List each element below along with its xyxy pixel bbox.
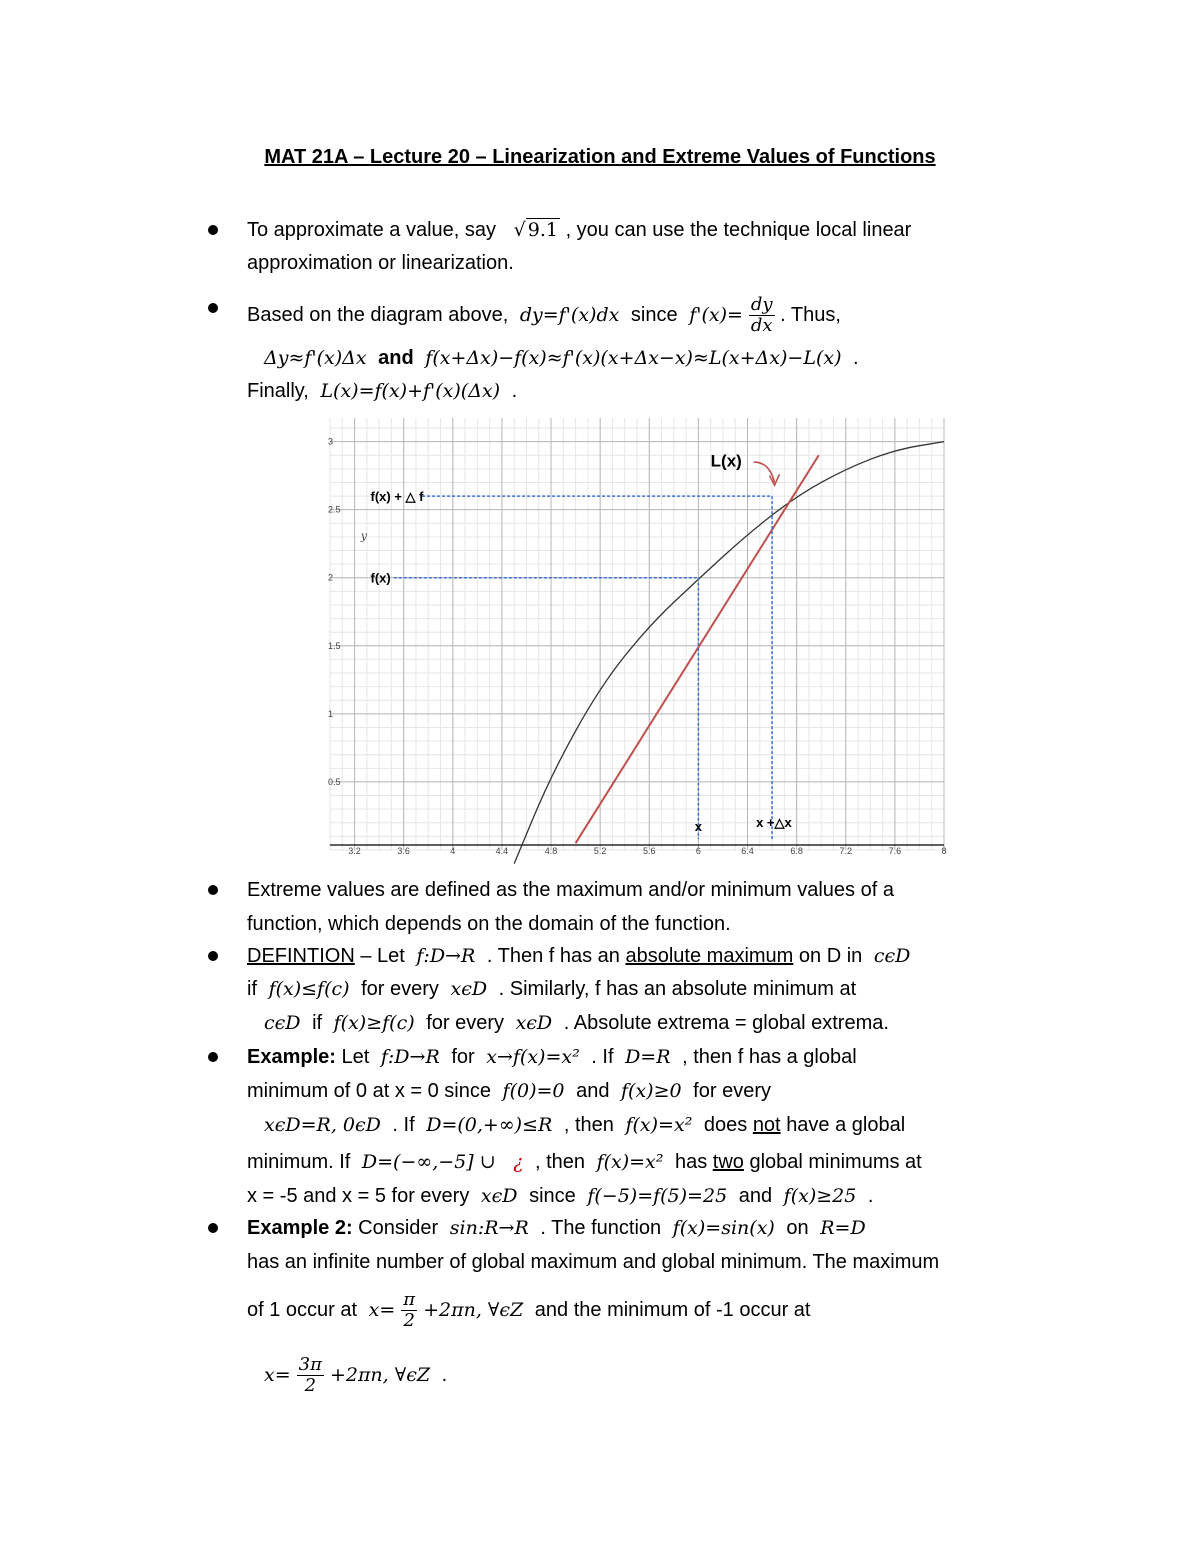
fraction (401, 1290, 417, 1331)
example-label: Example: (247, 1046, 336, 1068)
equation: x= (368, 1299, 396, 1321)
text: x = -5 and x = 5 for every (247, 1185, 470, 1207)
text: . Then f has an (486, 945, 620, 967)
sqrt-expression: √ 9.1 (501, 219, 558, 241)
b5-line1 (247, 1044, 857, 1070)
b3-line1: Extreme values are defined as the maximum and/or minimum values of a (247, 879, 894, 901)
x-tick-label: 7.2 (839, 846, 853, 856)
equation: f'(x)= (689, 303, 743, 326)
text: has (674, 1151, 708, 1173)
equation: D=(−∞,−5] ∪ (361, 1151, 496, 1173)
text: since (529, 1185, 576, 1207)
definition-label: DEFINTION (247, 945, 355, 967)
equation: f(x)≥f(c) (333, 1012, 415, 1034)
equation: cϵD (873, 945, 911, 967)
denominator: 2 (304, 1375, 317, 1397)
text: . (853, 347, 859, 369)
text: , then (534, 1151, 585, 1173)
equation: f(x)=x² (625, 1114, 693, 1136)
b5-line3 (258, 1112, 905, 1138)
text: if (247, 978, 257, 1000)
underlined-term: not (752, 1114, 781, 1136)
x-tick-label: 5.2 (593, 846, 607, 856)
text: . (511, 380, 518, 402)
text: – Let (360, 945, 405, 967)
b1-line2: approximation or linearization. (247, 252, 514, 274)
equation: f(0)=0 (502, 1080, 565, 1102)
text: , then f has a global (682, 1046, 857, 1068)
text: . Absolute extrema = global extrema. (563, 1012, 889, 1034)
equation: f:D→R (416, 945, 476, 967)
example-label: Example 2: (247, 1217, 353, 1239)
text: Consider (358, 1217, 439, 1239)
equation: xϵD (480, 1185, 518, 1207)
numerator: 3π (298, 1354, 322, 1376)
b6-line4 (258, 1355, 447, 1396)
equation: f:D→R (380, 1046, 440, 1068)
text: . Thus, (780, 303, 841, 326)
bullet-5 (208, 1052, 218, 1062)
y-tick-label: 2.5 (328, 504, 341, 515)
xdx-label: x +△x (756, 815, 792, 831)
x-tick-label: 6.8 (790, 846, 803, 856)
bullet-6 (208, 1223, 218, 1233)
text: . The function (540, 1217, 662, 1239)
bullet-2 (208, 303, 218, 313)
equation: dy=f'(x)dx (519, 303, 620, 326)
fraction (297, 1355, 324, 1396)
text: . (441, 1364, 448, 1386)
text: and (738, 1185, 773, 1207)
numerator: dy (750, 294, 773, 315)
linearization-graph (318, 408, 950, 870)
function-curve (514, 442, 947, 864)
text: on (786, 1217, 809, 1239)
y-tick-label: 1 (328, 708, 334, 719)
text: . If (591, 1046, 614, 1068)
text: for (451, 1046, 475, 1068)
bullet-1 (208, 225, 218, 235)
b2-line3 (247, 378, 517, 404)
equation: f(−5)=f(5)=25 (587, 1185, 728, 1207)
text: if (312, 1012, 323, 1034)
x-label: x (694, 819, 703, 835)
x-tick-label: 8 (941, 846, 947, 856)
text: To approximate a value, say (247, 219, 497, 241)
equation: x= (264, 1364, 291, 1386)
radicand: 9.1 (527, 219, 558, 241)
text: does (703, 1114, 748, 1136)
equation: f(x)≥25 (783, 1185, 857, 1207)
text: . Similarly, f has an absolute minimum at (498, 978, 857, 1000)
text: for every (693, 1080, 771, 1102)
x-tick-label: 3.2 (348, 846, 361, 856)
equation: D=R (625, 1046, 671, 1068)
equation: L(x)=f(x)+f'(x)(Δx) (320, 380, 501, 402)
b4-line2 (247, 976, 856, 1002)
text: of 1 occur at (247, 1299, 358, 1321)
x-tick-label: 6.4 (741, 846, 754, 856)
x-tick-label: 6 (695, 846, 701, 856)
text: global minimums at (749, 1151, 922, 1173)
text: , you can use the technique local linear (565, 219, 912, 241)
error-glyph: ¿ (513, 1151, 524, 1173)
underlined-term: two (712, 1151, 744, 1173)
equation: R=D (820, 1217, 866, 1239)
text: and (576, 1080, 610, 1102)
b2-line1 (247, 295, 841, 336)
b5-line2 (247, 1078, 771, 1104)
text: , then (563, 1114, 614, 1136)
text: have a global (786, 1114, 906, 1136)
bullet-4 (208, 951, 218, 961)
text: and (378, 347, 414, 369)
text: and the minimum of -1 occur at (534, 1299, 811, 1321)
text: Finally, (247, 380, 309, 402)
text: for every (426, 1012, 505, 1034)
equation: x→f(x)=x² (486, 1046, 580, 1068)
equation: xϵD (515, 1012, 553, 1034)
fraction (749, 295, 775, 336)
x-tick-label: 7.6 (888, 846, 902, 856)
fxdf-label: f(x) + △ f (370, 489, 424, 505)
equation: +2πn, ∀ϵZ (423, 1299, 524, 1321)
b5-line4 (247, 1149, 922, 1175)
b6-line3 (247, 1290, 810, 1331)
page-title: MAT 21A – Lecture 20 – Linearization and Extreme Values of Functions (264, 146, 936, 168)
equation: xϵD (450, 978, 488, 1000)
equation: Δy≈f'(x)Δx (264, 347, 367, 369)
b3-line2: function, which depends on the domain of the function. (247, 913, 731, 935)
b6-line2: has an infinite number of global maximum and global minimum. The maximum (247, 1251, 940, 1273)
equation: f(x)=x² (596, 1151, 664, 1173)
y-tick-label: 3 (328, 436, 334, 447)
underlined-term: absolute maximum (625, 945, 794, 967)
x-tick-label: 4 (450, 846, 456, 856)
equation: f(x)≥0 (621, 1080, 682, 1102)
y-tick-label: 2 (328, 572, 334, 583)
equation: xϵD=R, 0ϵD (264, 1114, 381, 1136)
fx-label: f(x) (370, 570, 391, 586)
b4-line1 (247, 943, 916, 969)
bullet-3 (208, 885, 218, 895)
x-tick-label: 4.8 (544, 846, 558, 856)
denominator: 2 (403, 1310, 415, 1332)
y-tick-label: 0.5 (328, 776, 341, 787)
b5-line5 (247, 1183, 873, 1209)
denominator: dx (750, 315, 773, 336)
equation: f(x)≤f(c) (268, 978, 350, 1000)
tangent-label: L(x) (710, 451, 742, 471)
equation: D=(0,+∞)≤R (426, 1114, 553, 1136)
y-axis-label: y (360, 529, 367, 543)
numerator: π (403, 1289, 416, 1311)
text: minimum. If (247, 1151, 351, 1173)
b1-line1 (247, 217, 911, 243)
equation: f(x+Δx)−f(x)≈f'(x)(x+Δx−x)≈L(x+Δx)−L(x) (425, 347, 842, 369)
b4-line3 (258, 1010, 889, 1036)
x-tick-label: 5.6 (643, 846, 656, 856)
x-tick-label: 4.4 (495, 846, 509, 856)
text: . If (392, 1114, 415, 1136)
b2-line2 (258, 345, 859, 371)
equation: +2πn, ∀ϵZ (329, 1364, 431, 1386)
equation: cϵD (264, 1012, 301, 1034)
text: Let (341, 1046, 370, 1068)
x-tick-label: 3.6 (397, 846, 410, 856)
equation: f(x)=sin(x) (672, 1217, 775, 1239)
text: Based on the diagram above, (247, 303, 509, 326)
y-tick-label: 1.5 (328, 640, 341, 651)
text: . (867, 1185, 874, 1207)
text: for every (361, 978, 439, 1000)
text: since (630, 303, 678, 326)
b6-line1 (247, 1215, 872, 1241)
text: minimum of 0 at x = 0 since (247, 1080, 491, 1102)
text: on D in (798, 945, 863, 967)
equation: sin:R→R (449, 1217, 529, 1239)
